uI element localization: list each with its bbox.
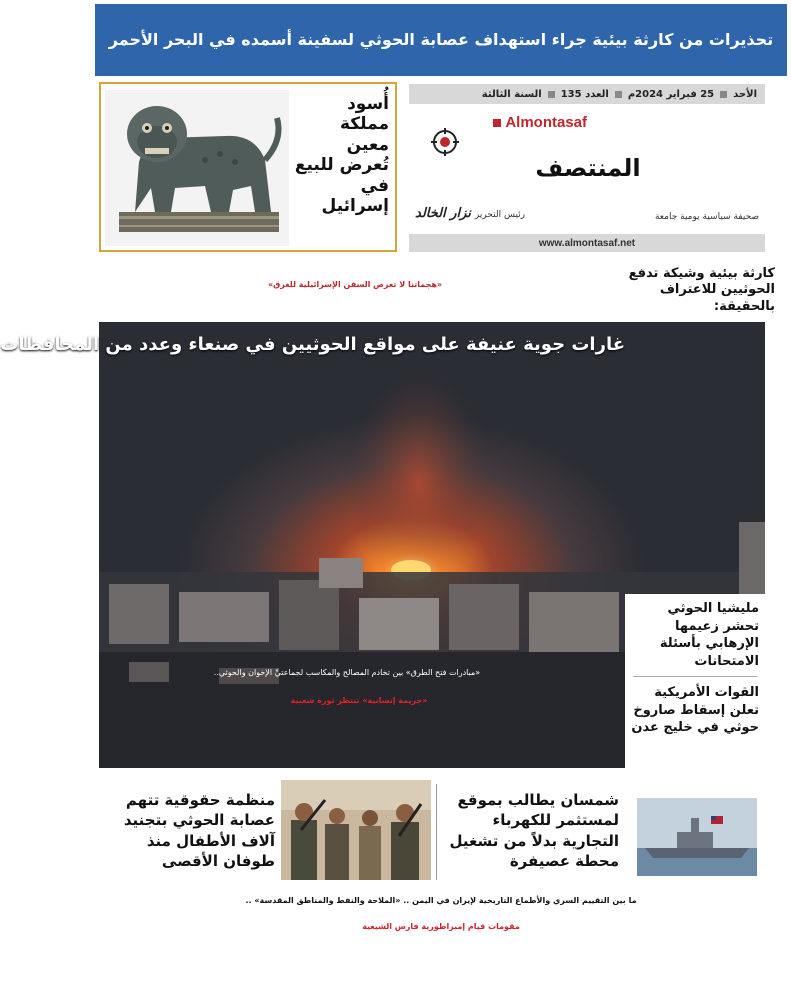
separator-square-icon xyxy=(548,91,555,98)
website-link[interactable]: www.almontasaf.net xyxy=(409,234,765,252)
side-panel xyxy=(625,594,765,768)
side-story-2[interactable]: القوات الأمريكية تعلن إسقاط صاروخ حوثي في خليج عدن xyxy=(631,685,759,736)
lion-story-box[interactable] xyxy=(99,82,397,252)
lion-story-headline[interactable]: أُسود مملكة معين تُعرض للبيع في إسرائيل xyxy=(294,94,389,216)
year-number: السنة الثالثة xyxy=(481,88,542,100)
top-banner xyxy=(95,4,787,76)
tagline: صحيفة سياسية يومية جامعة xyxy=(654,212,759,222)
banner-headline[interactable]: تحذيرات من كارثة بيئية جراء استهداف عصابة الحوثي لسفينة أسمده في البحر الأحمر xyxy=(108,30,774,49)
lead-kicker: كارثة بيئية وشيكة تدفع الحوثيين للاعتراف بالحقيقة: xyxy=(628,266,775,314)
photo-subheadline: «مبادرات فتح الطرق» بين تخادم المصالح والمكاسب لجماعتيِّ الإخوان والحوثي.. xyxy=(213,668,481,677)
photo-headline[interactable]: غارات جوية عنيفة على مواقع الحوثيين في صنعاء وعدد من المحافظات xyxy=(0,334,625,355)
side-story-1[interactable]: مليشيا الحوثي تحشر زعيمها الإرهابي بأسئلة الامتحانات xyxy=(659,601,759,669)
separator-square-icon xyxy=(615,91,622,98)
separator-square-icon xyxy=(720,91,727,98)
issue-number: العدد 135 xyxy=(560,88,609,100)
logo-latin-wordmark: Almontasaf xyxy=(493,114,587,131)
photo-big-headline[interactable]: «جريمة إنسانية» تنتظر ثورة شعبية xyxy=(290,696,428,705)
bottom-headline[interactable]: مقومات قيام إمبراطورية فارس الشيعية xyxy=(362,922,520,931)
logo[interactable] xyxy=(409,106,765,228)
warship-image xyxy=(637,798,757,876)
lead-headline[interactable]: «هجماتنا لا تعرض السفن الإسرائيلية للغرق» xyxy=(267,279,443,289)
editor-label: رئيس التحرير xyxy=(474,210,526,220)
lion-statue-image xyxy=(105,90,289,246)
crosshair-icon xyxy=(431,128,459,156)
editor-name: نزار الخالد xyxy=(415,206,471,221)
red-square-icon xyxy=(493,119,501,127)
date-bar xyxy=(409,84,765,104)
shamsan-story[interactable]: شمسان يطالب بموقع لمستثمر للكهرباء التجارية بدلاً من تشغيل محطة عصيفرة xyxy=(449,791,619,870)
child-soldiers-image xyxy=(281,780,431,880)
bottom-kicker: ما بين التقييم السري والأطماع التاريخية لإيران في اليمن .. «الملاحة والنفط والمناطق المقدسة» .. xyxy=(245,896,637,905)
logo-arabic-wordmark: المنتصف xyxy=(535,154,641,182)
rights-org-story[interactable]: منظمة حقوقية تتهم عصابة الحوثي بتجنيد آلاف الأطفال منذ طوفان الأقصى xyxy=(123,791,275,870)
editor-credit xyxy=(415,206,525,221)
side-divider xyxy=(633,676,757,677)
date-day: الأحد xyxy=(733,88,757,100)
date-value: 25 فبراير 2024م xyxy=(627,88,715,100)
masthead xyxy=(409,84,765,252)
column-divider xyxy=(436,784,437,880)
